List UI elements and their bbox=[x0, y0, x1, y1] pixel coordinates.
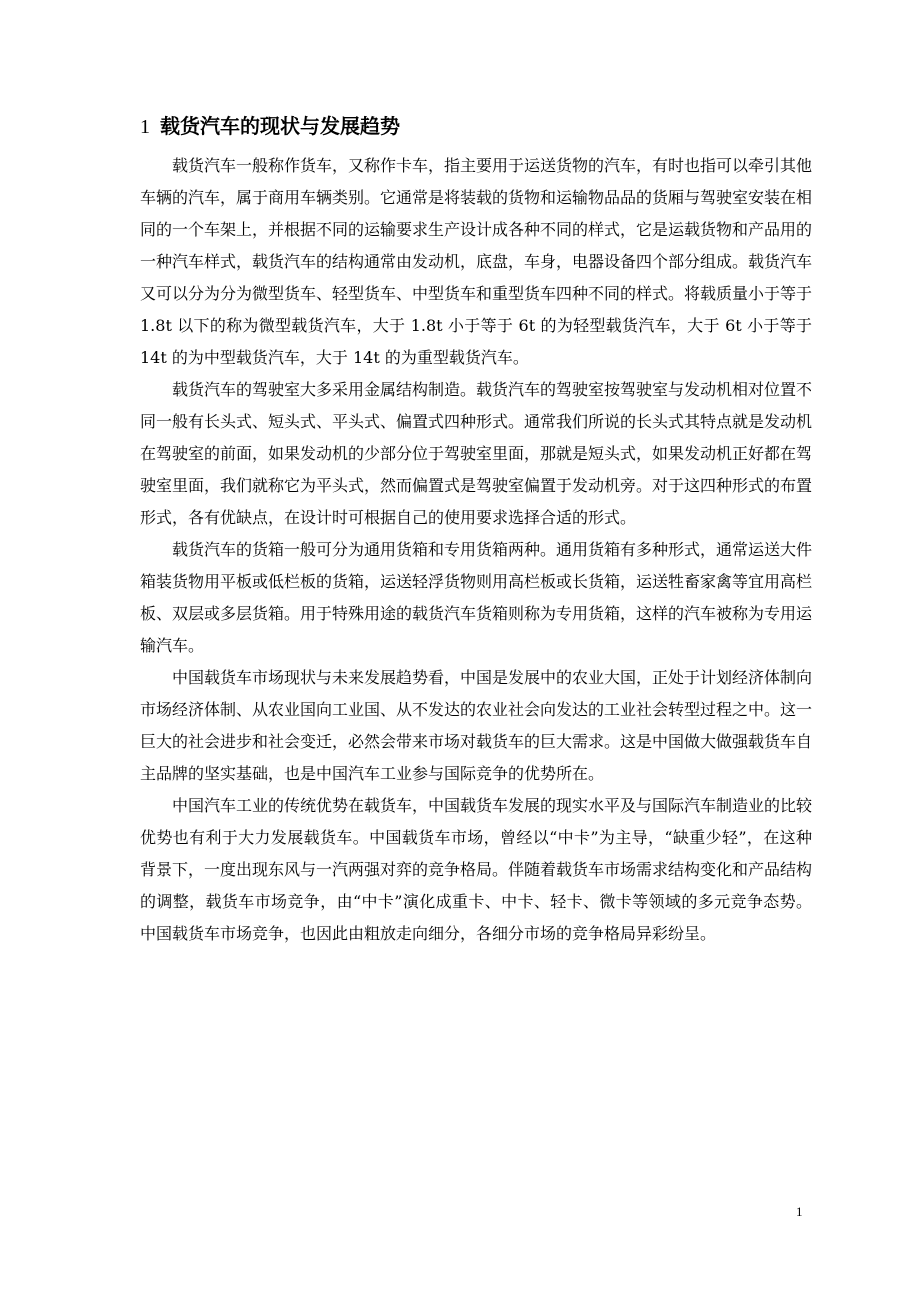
paragraph-2: 载货汽车的驾驶室大多采用金属结构制造。载货汽车的驾驶室按驾驶室与发动机相对位置不同一般有长头式、短头式、平头式、偏置式四种形式。通常我们所说的长头式其特点就是发动机在驾驶室的前面，如果发动机的少部分位于驾驶室里面，那就是短头式，如果发动机正好都在驾驶室里面，我们就称它为平头式，然而偏置式是驾驶室偏置于发动机旁。对于这四种形式的布置形式，各有优缺点，在设计时可根据自己的使用要求选择合适的形式。 bbox=[140, 380, 813, 527]
page-number: 1 bbox=[796, 1204, 803, 1219]
paragraph-5: 中国汽车工业的传统优势在载货车，中国载货车发展的现实水平及与国际汽车制造业的比较优势也有利于大力发展载货车。中国载货车市场，曾经以“中卡”为主导，“缺重少轻”，在这种背景下，一度出现东风与一汽两强对弈的竞争格局。伴随着载货车市场需求结构变化和产品结构的调整，载货车市场竞争，由“中卡”演化成重卡、中卡、轻卡、微卡等领域的多元竞争态势。中国载货车市场竞争，也因此由粗放走向细分，各细分市场的竞争格局异彩纷呈。 bbox=[140, 796, 813, 943]
section-number: 1 bbox=[140, 116, 150, 138]
body-text bbox=[140, 150, 812, 950]
section-title: 载货汽车的现状与发展趋势 bbox=[160, 114, 400, 138]
section-heading bbox=[140, 111, 800, 142]
paragraph-4: 中国载货车市场现状与未来发展趋势看，中国是发展中的农业大国，正处于计划经济体制向市场经济体制、从农业国向工业国、从不发达的农业社会向发达的工业社会转型过程之中。这一巨大的社会进步和社会变迁，必然会带来市场对载货车的巨大需求。这是中国做大做强载货车自主品牌的坚实基础，也是中国汽车工业参与国际竞争的优势所在。 bbox=[140, 668, 813, 783]
paragraph-1: 载货汽车一般称作货车，又称作卡车，指主要用于运送货物的汽车，有时也指可以牵引其他车辆的汽车，属于商用车辆类别。它通常是将装载的货物和运输物品品的货厢与驾驶室安装在相同的一个车架上，并根据不同的运输要求生产设计成各种不同的样式，它是运载货物和产品用的一种汽车样式，载货汽车的结构通常由发动机，底盘，车身，电器设备四个部分组成。载货汽车又可以分为分为微型货车、轻型货车、中型货车和重型货车四种不同的样式。将载质量小于等于 1.8t 以下的称为微型载货汽车，大于 1.8t 小于等于 6t 的为轻型载货汽车，大于 6t 小于等于 14t 的为中型载货汽车，大于 14t 的为重型载货汽车。 bbox=[140, 156, 813, 367]
paragraph-3: 载货汽车的货箱一般可分为通用货箱和专用货箱两种。通用货箱有多种形式，通常运送大件箱装货物用平板或低栏板的货箱，运送轻浮货物则用高栏板或长货箱，运送牲畜家禽等宜用高栏板、双层或多层货箱。用于特殊用途的载货汽车货箱则称为专用货箱，这样的汽车被称为专用运输汽车。 bbox=[140, 540, 813, 655]
